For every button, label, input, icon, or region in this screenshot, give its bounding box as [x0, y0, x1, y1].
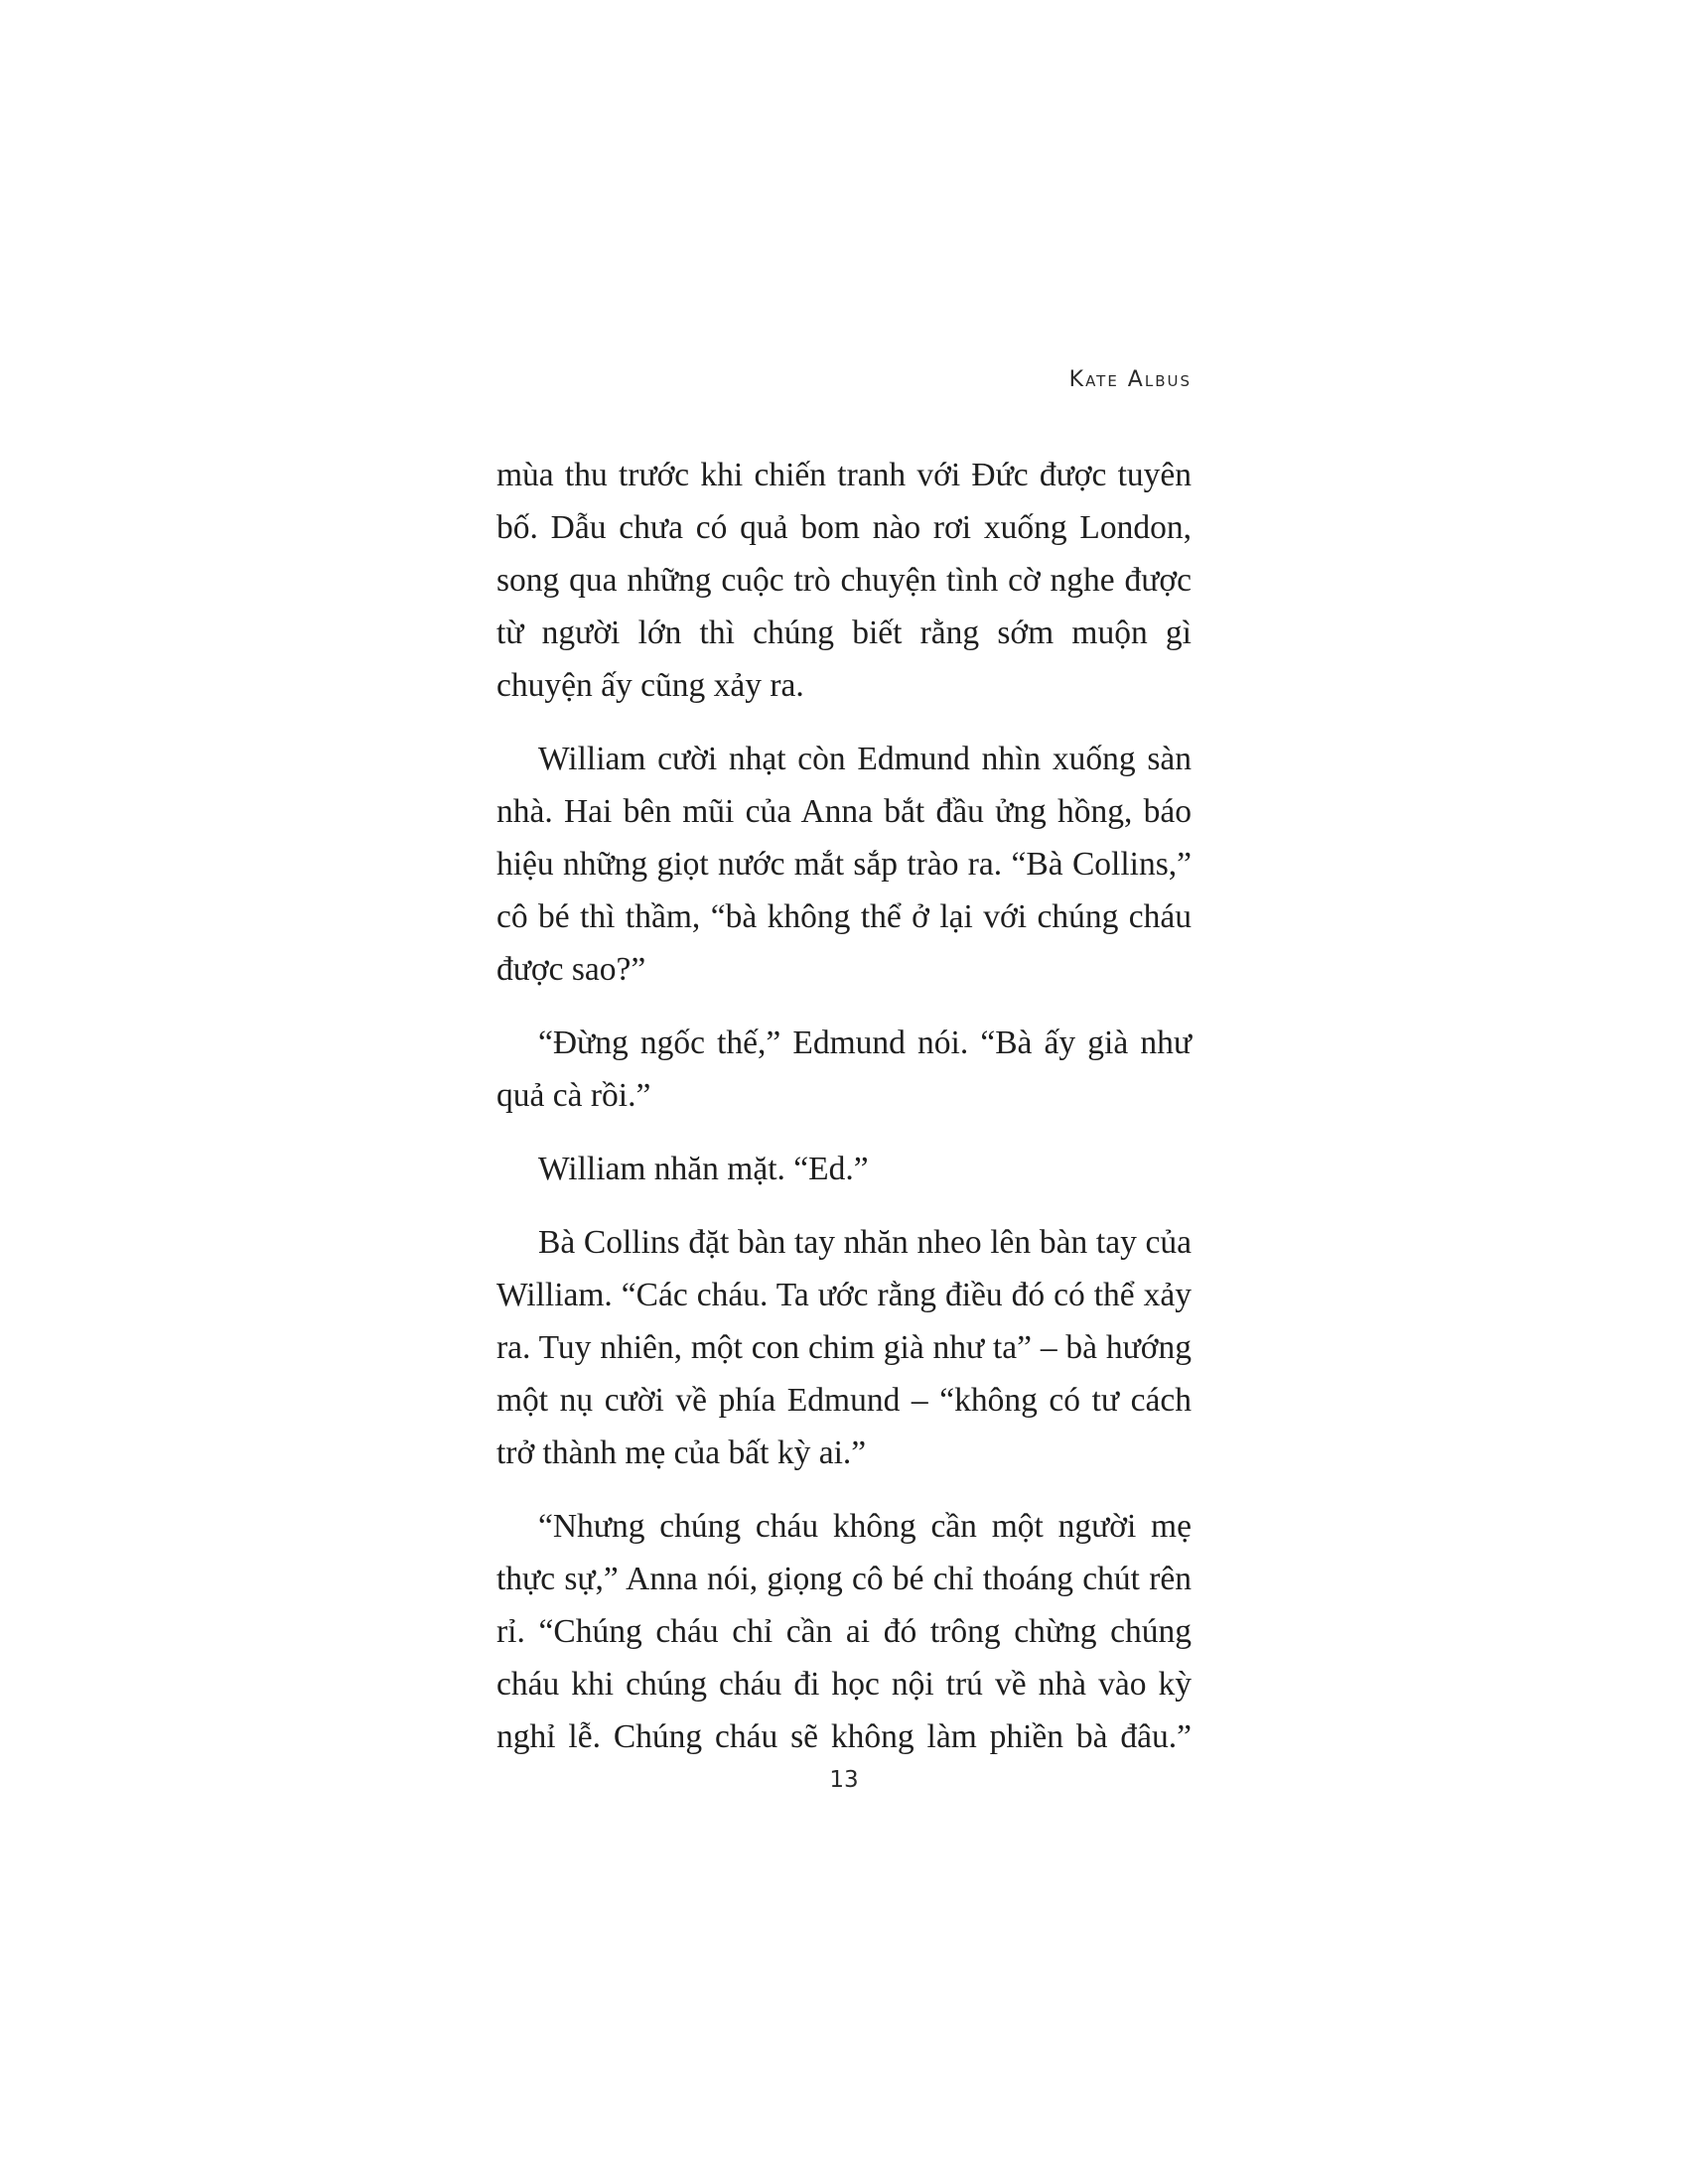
paragraph-5: Bà Collins đặt bàn tay nhăn nheo lên bàn tay của William. “Các cháu. Ta ước rằng điều đó có thể xảy ra. Tuy nhiên, một con chim già như ta” – bà hướng một nụ cười về phía Edmund – “không có tư cách trở thành mẹ của bất kỳ ai.” [496, 1224, 1192, 1471]
paragraph-1: mùa thu trước khi chiến tranh với Đức được tuyên bố. Dẫu chưa có quả bom nào rơi xuống London, song qua những cuộc trò chuyện tình cờ nghe được từ người lớn thì chúng biết rằng sớm muộn gì chuyện ấy cũng xảy ra. [496, 457, 1192, 704]
paragraph-3: “Đừng ngốc thế,” Edmund nói. “Bà ấy già như quả cà rồi.” [496, 1024, 1192, 1114]
body-text [496, 449, 1192, 1784]
paragraph-4: William nhăn mặt. “Ed.” [538, 1151, 869, 1187]
page-number: 13 [829, 1767, 859, 1793]
running-header-author: Kate Albus [1068, 367, 1192, 392]
paragraph-6: “Nhưng chúng cháu không cần một người mẹ thực sự,” Anna nói, giọng cô bé chỉ thoáng chút rên rỉ. “Chúng cháu chỉ cần ai đó trông chừng chúng cháu khi chúng cháu đi học nội trú về nhà vào kỳ nghỉ lễ. Chúng cháu sẽ không làm phiền bà đâu.” [496, 1508, 1192, 1755]
paragraph-2: William cười nhạt còn Edmund nhìn xuống sàn nhà. Hai bên mũi của Anna bắt đầu ửng hồng, báo hiệu những giọt nước mắt sắp trào ra. “Bà Collins,” cô bé thì thầm, “bà không thể ở lại với chúng cháu được sao?” [496, 741, 1192, 988]
